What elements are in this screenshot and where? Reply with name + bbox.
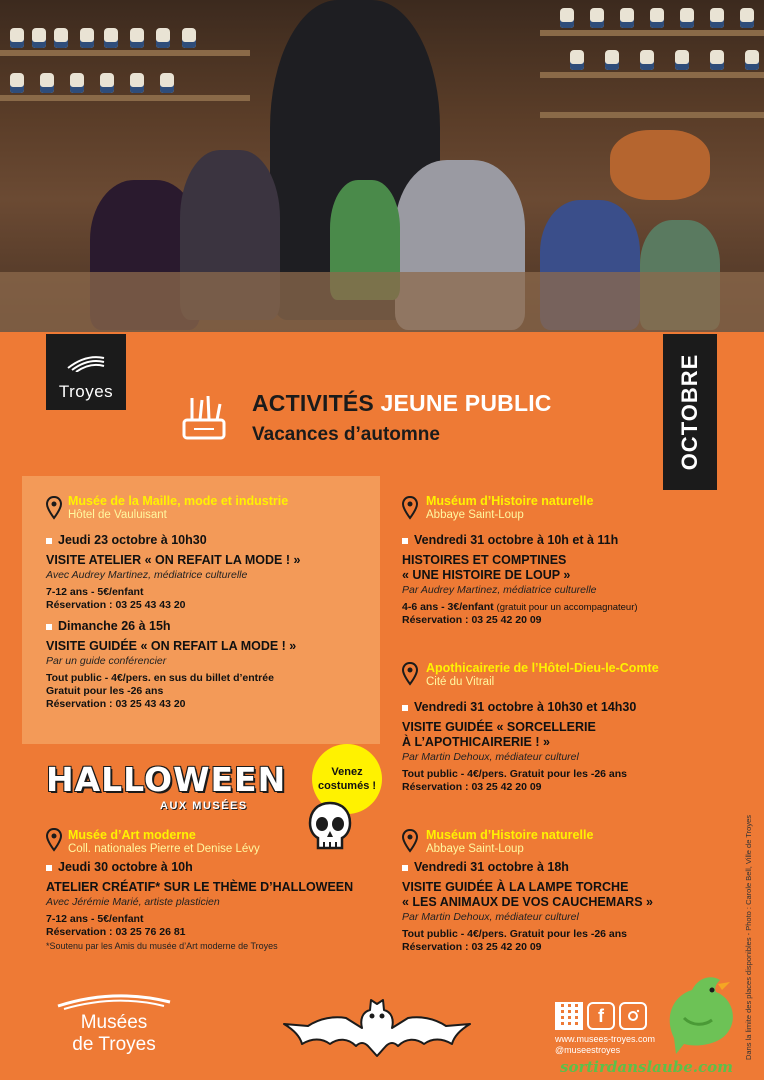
venue-name: Muséum d’Histoire naturelle: [426, 494, 594, 508]
jar: [650, 8, 664, 28]
musees-logo-line2: de Troyes: [72, 1034, 156, 1055]
location-pin-icon: [402, 829, 418, 853]
jar: [605, 50, 619, 70]
jar: [745, 50, 759, 70]
event-price: Tout public - 4€/pers. Gratuit pour les -26 ans: [402, 768, 628, 780]
venue-subname: Coll. nationales Pierre et Denise Lévy: [68, 843, 260, 855]
museum2-block: [426, 828, 666, 856]
page-title: [252, 390, 552, 417]
maille-block: [68, 494, 368, 522]
event-price-note: (gratuit pour un accompagnateur): [496, 602, 638, 613]
floor: [0, 272, 764, 332]
bullet-icon: [46, 538, 52, 544]
apothicairerie-events: [402, 693, 702, 794]
event-title-line: VISITE GUIDÉE « SORCELLERIE: [402, 720, 596, 734]
venue-name: Muséum d’Histoire naturelle: [426, 828, 594, 842]
troyes-logo-text: Troyes: [58, 382, 114, 401]
location-pin-icon: [46, 496, 62, 520]
event-date-text: Vendredi 31 octobre à 10h et à 11h: [414, 533, 619, 547]
event-host: Par Martin Dehoux, médiateur culturel: [402, 911, 579, 923]
venue-subname: Abbaye Saint-Loup: [426, 509, 524, 521]
title-part1: ACTIVITÉS: [252, 390, 374, 416]
art-supplies-icon: [178, 392, 230, 444]
event-host: Avec Jérémie Marié, artiste plasticien: [46, 896, 220, 908]
event-date: [46, 533, 376, 547]
event-price: 7-12 ans - 5€/enfant: [46, 586, 144, 598]
shelf: [540, 72, 764, 78]
event-date-text: Vendredi 31 octobre à 18h: [414, 860, 569, 874]
event-host: Par Audrey Martinez, médiatrice culturelle: [402, 584, 597, 596]
event-price: 7-12 ans - 5€/enfant: [46, 913, 144, 925]
event-date: [402, 700, 702, 714]
title-part2: JEUNE PUBLIC: [380, 390, 552, 416]
page-subtitle: Vacances d’automne: [252, 424, 440, 445]
event-date-text: Jeudi 30 octobre à 10h: [58, 860, 193, 874]
photo-credits: Dans la limite des places disponibles - Photo : Carole Bell, Ville de Troyes: [744, 815, 753, 1060]
event-reservation: Réservation : 03 25 42 20 09: [402, 614, 542, 626]
bird-mascot-icon: [654, 968, 744, 1058]
fox-specimen: [610, 130, 710, 200]
location-pin-icon: [402, 496, 418, 520]
jar: [40, 73, 54, 93]
venue-subname: Abbaye Saint-Loup: [426, 843, 524, 855]
shelf: [540, 112, 764, 118]
jar: [10, 73, 24, 93]
event-title: VISITE GUIDÉE « ON REFAIT LA MODE ! »: [46, 639, 297, 653]
jar: [156, 28, 170, 48]
event-title-line: « UNE HISTOIRE DE LOUP »: [402, 568, 571, 582]
facebook-icon[interactable]: f: [587, 1002, 615, 1030]
bullet-icon: [46, 624, 52, 630]
venue-name: Musée d’Art moderne: [68, 828, 196, 842]
event-title-line: « LES ANIMAUX DE VOS CAUCHEMARS »: [402, 895, 653, 909]
instagram-icon[interactable]: [619, 1002, 647, 1030]
jar: [80, 28, 94, 48]
musees-de-troyes-logo: [48, 990, 180, 1056]
qr-code-icon: [555, 1002, 583, 1030]
contacts: [555, 1002, 655, 1056]
bubble-line1: Venez: [331, 766, 363, 778]
event-date-text: Vendredi 31 octobre à 10h30 et 14h30: [414, 700, 637, 714]
hero-photo: [0, 0, 764, 332]
apothicairerie-block: [426, 661, 716, 689]
event-title-line: À L’APOTHICAIRERIE ! »: [402, 735, 550, 749]
bullet-icon: [402, 538, 408, 544]
bullet-icon: [402, 865, 408, 871]
event-reservation: Réservation : 03 25 76 26 81: [46, 926, 186, 938]
shelf: [0, 95, 250, 101]
troyes-logo: [46, 334, 126, 410]
bat-icon: [282, 998, 472, 1060]
jar: [560, 8, 574, 28]
halloween-logo: [46, 760, 287, 812]
event-host: Avec Audrey Martinez, médiatrice culturelle: [46, 569, 248, 581]
jar: [570, 50, 584, 70]
venue-name: Musée de la Maille, mode et industrie: [68, 494, 289, 508]
event-date: [402, 860, 712, 874]
event-host: Par un guide conférencier: [46, 655, 167, 667]
jar: [710, 50, 724, 70]
museum1-block: [426, 494, 666, 522]
event-host: Par Martin Dehoux, médiateur culturel: [402, 751, 579, 763]
venue-subname: Cité du Vitrail: [426, 676, 495, 688]
jar: [130, 73, 144, 93]
location-pin-icon: [46, 828, 62, 852]
event-price: [402, 601, 702, 614]
jar: [680, 8, 694, 28]
jar: [70, 73, 84, 93]
shelf: [0, 50, 250, 56]
event-date-text: Jeudi 23 octobre à 10h30: [58, 533, 207, 547]
jar: [640, 50, 654, 70]
halloween-word: HALLOWEEN: [46, 760, 287, 799]
event-title-line: HISTOIRES ET COMPTINES: [402, 553, 567, 567]
jar: [182, 28, 196, 48]
contact-icons: [555, 1002, 655, 1030]
social-handle[interactable]: @museestroyes: [555, 1045, 621, 1055]
venue-name: Apothicairerie de l’Hôtel-Dieu-le-Comte: [426, 661, 659, 675]
event-date: [402, 533, 702, 547]
event-reservation: Réservation : 03 25 42 20 09: [402, 781, 542, 793]
event-title-line: VISITE GUIDÉE À LA LAMPE TORCHE: [402, 880, 629, 894]
shelf: [540, 30, 764, 36]
event-reservation: Réservation : 03 25 43 43 20: [46, 599, 186, 611]
location-pin-icon: [402, 662, 418, 686]
event-title: VISITE ATELIER « ON REFAIT LA MODE ! »: [46, 553, 301, 567]
jar: [130, 28, 144, 48]
event-price: Tout public - 4€/pers. en sus du billet d’entrée: [46, 672, 274, 684]
jar: [675, 50, 689, 70]
event-title: [402, 720, 702, 750]
event-title: [402, 880, 712, 910]
event-price: Tout public - 4€/pers. Gratuit pour les -26 ans: [402, 928, 628, 940]
event-reservation: Réservation : 03 25 43 43 20: [46, 698, 186, 710]
website-link[interactable]: www.musees-troyes.com: [555, 1034, 656, 1044]
jar: [54, 28, 68, 48]
watermark: sortirdanslaube.com: [560, 1058, 734, 1076]
maille-events: [46, 526, 376, 711]
event-title: ATELIER CRÉATIF* SUR LE THÈME D’HALLOWEEN: [46, 880, 354, 894]
artmoderne-events: [46, 858, 366, 953]
event-date: [46, 860, 366, 874]
museum2-events: [402, 858, 712, 954]
jar: [32, 28, 46, 48]
event-title: [402, 553, 702, 583]
event-price-text: 4-6 ans - 3€/enfant: [402, 601, 494, 613]
troyes-logo-mark: [66, 350, 106, 372]
event-footnote: *Soutenu par les Amis du musée d’Art moderne de Troyes: [46, 941, 278, 951]
bullet-icon: [46, 865, 52, 871]
jar: [740, 8, 754, 28]
event-date-text: Dimanche 26 à 15h: [58, 619, 171, 633]
event-free: Gratuit pour les -26 ans: [46, 685, 164, 697]
venue-subname: Hôtel de Vauluisant: [68, 509, 167, 521]
jar: [104, 28, 118, 48]
jar: [620, 8, 634, 28]
jar: [590, 8, 604, 28]
jar: [100, 73, 114, 93]
musees-logo-line1: Musées: [80, 1012, 148, 1033]
month-tab: [663, 334, 717, 490]
bubble-line2: costumés !: [317, 780, 377, 792]
musees-logo-mark: [54, 990, 174, 1010]
artmoderne-block: [68, 828, 308, 856]
halloween-subtitle: AUX MUSÉES: [160, 800, 248, 812]
bullet-icon: [402, 705, 408, 711]
event-date: [46, 619, 376, 633]
museum1-events: [402, 526, 702, 627]
skull-icon: [306, 800, 354, 858]
jar: [710, 8, 724, 28]
month-label: OCTOBRE: [677, 353, 702, 471]
jar: [160, 73, 174, 93]
event-reservation: Réservation : 03 25 42 20 09: [402, 941, 542, 953]
jar: [10, 28, 24, 48]
